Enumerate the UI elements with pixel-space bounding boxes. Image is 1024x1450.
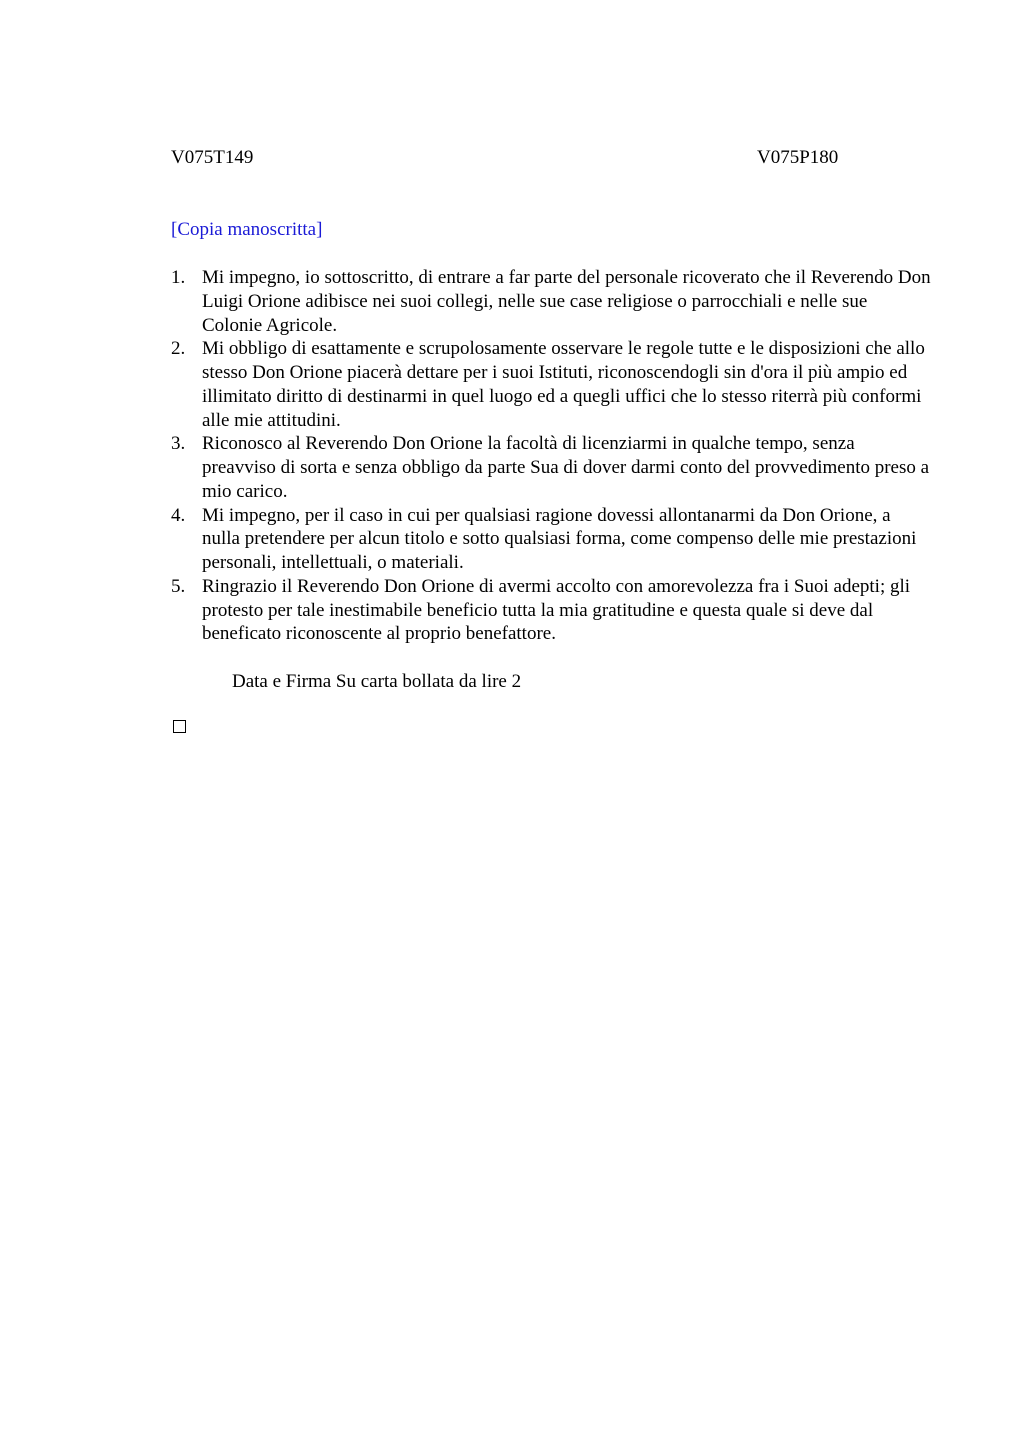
clause-item	[171, 432, 931, 503]
left-reference-code: V075T149	[171, 147, 254, 168]
clause-item	[171, 337, 931, 432]
empty-checkbox-icon	[173, 720, 186, 733]
section-heading: [Copia manoscritta]	[171, 219, 323, 240]
clause-text: Mi impegno, per il caso in cui per qualsiasi ragione dovessi allontanarmi da Don Orione, a nulla pretendere per alcun titolo e sotto qualsiasi forma, come compenso delle mie prestazioni personali, intellettuali, o materiali.	[202, 504, 917, 573]
clause-item	[171, 266, 931, 337]
clause-item	[171, 504, 931, 575]
clause-list	[171, 266, 931, 646]
clause-text: Mi impegno, io sottoscritto, di entrare a far parte del personale ricoverato che il Reverendo Don Luigi Orione adibisce nei suoi collegi, nelle sue case religiose o parrocchiali e nelle sue Colonie Agricole.	[202, 267, 931, 336]
signature-line: Data e Firma Su carta bollata da lire 2	[232, 671, 522, 692]
clause-text: Riconosco al Reverendo Don Orione la facoltà di licenziarmi in qualche tempo, senza preavviso di sorta e senza obbligo da parte Sua di dover darmi conto del provvedimento preso a mio carico.	[202, 433, 930, 502]
clause-item	[171, 575, 931, 646]
clause-number: 3.	[171, 433, 186, 455]
clause-number: 2.	[171, 338, 186, 360]
clause-text: Mi obbligo di esattamente e scrupolosamente osservare le regole tutte e le disposizioni che allo stesso Don Orione piacerà dettare per i suoi Istituti, riconoscendogli sin d'ora il più ampio ed illimitato diritto di destinarmi in quel luogo ed a quegli uffici che lo stesso riterrà più conformi alle mie attitudini.	[202, 338, 925, 431]
clause-text: Ringrazio il Reverendo Don Orione di avermi accolto con amorevolezza fra i Suoi adepti; gli protesto per tale inestimabile beneficio tutta la mia gratitudine e questa quale si deve dal beneficato riconoscente al proprio benefattore.	[202, 575, 911, 645]
right-reference-code: V075P180	[757, 147, 839, 168]
clause-number: 4.	[171, 504, 186, 526]
clause-number: 5.	[171, 575, 186, 597]
clause-number: 1.	[171, 267, 186, 288]
